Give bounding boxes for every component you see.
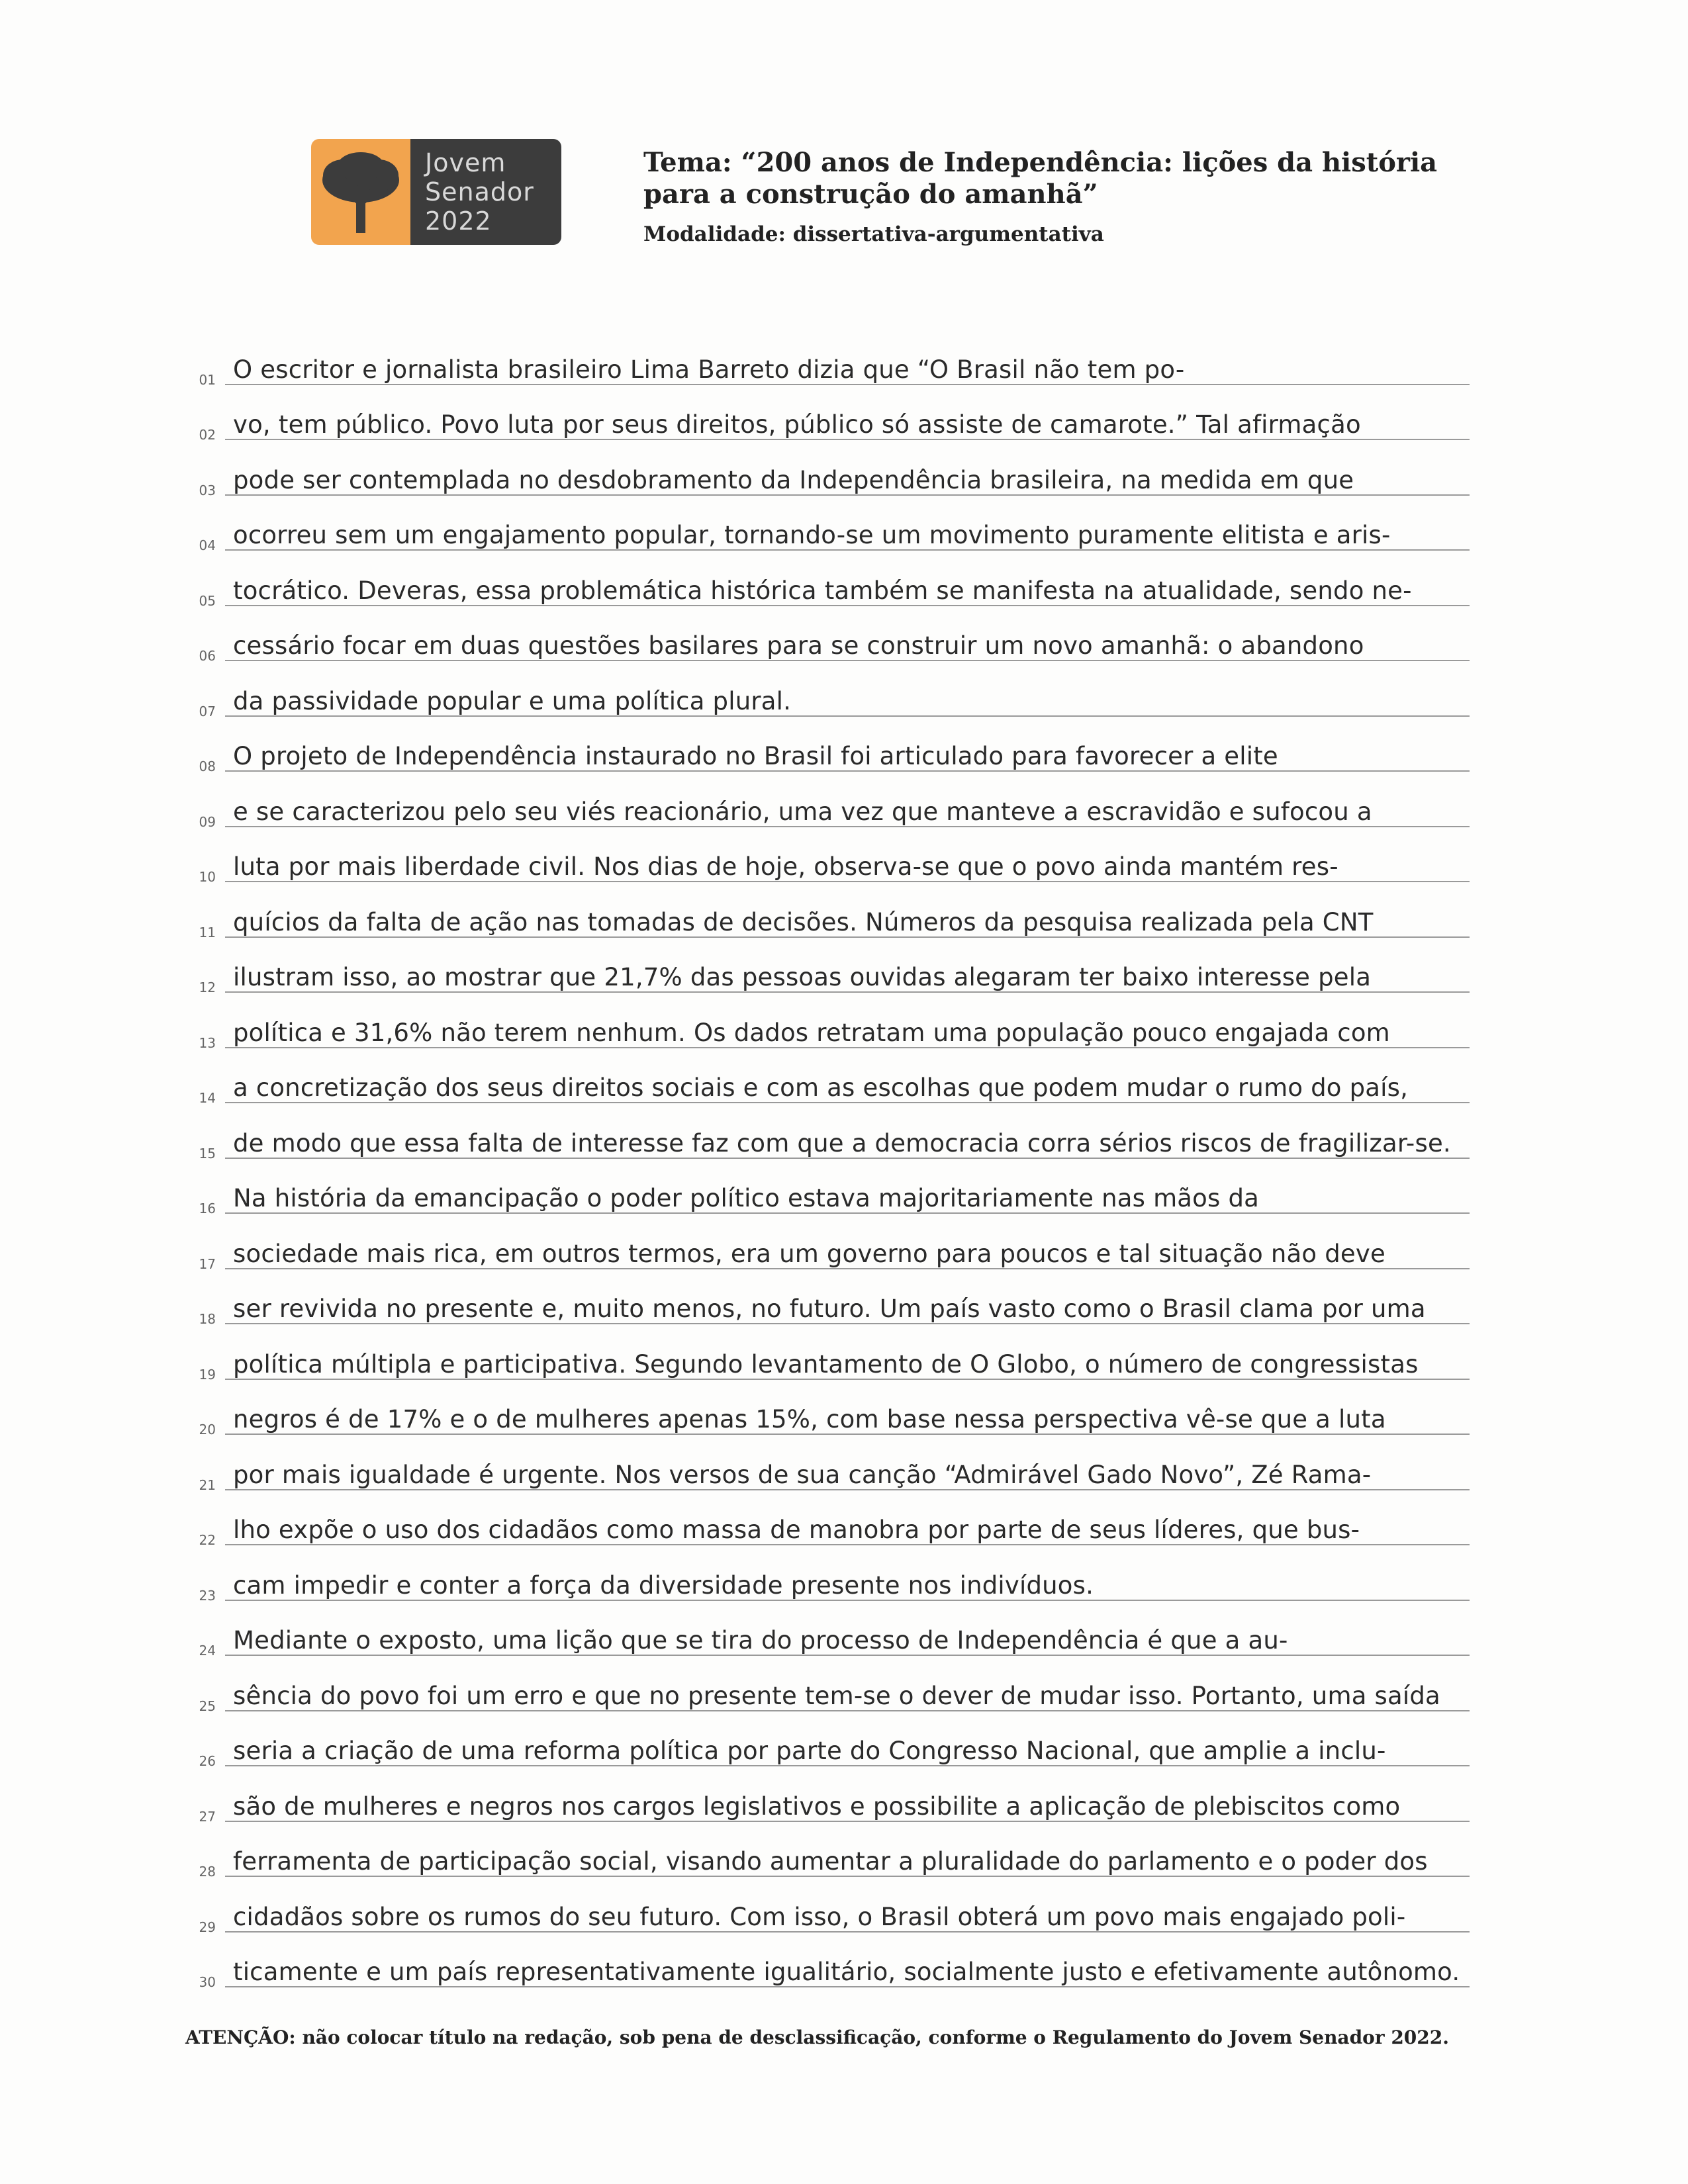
essay-theme bbox=[643, 147, 1471, 210]
line-rule bbox=[225, 881, 1470, 882]
essay-line bbox=[185, 778, 1470, 834]
line-rule bbox=[225, 1765, 1470, 1766]
essay-line bbox=[185, 502, 1470, 558]
line-number: 26 bbox=[199, 1753, 216, 1769]
essay-line bbox=[185, 723, 1470, 779]
logo-year: 2022 bbox=[425, 206, 492, 236]
handwritten-line-text: quícios da falta de ação nas tomadas de decisões. Números da pesquisa realizada pela CNT bbox=[233, 907, 1374, 936]
handwritten-line-text: ilustram isso, ao mostrar que 21,7% das pessoas ouvidas alegaram ter baixo interesse pela bbox=[233, 963, 1372, 991]
handwritten-line-text: ferramenta de participação social, visando aumentar a pluralidade do parlamento e o poder dos bbox=[233, 1847, 1428, 1876]
line-rule bbox=[225, 1212, 1470, 1214]
line-rule bbox=[225, 936, 1470, 938]
line-number: 19 bbox=[199, 1366, 216, 1383]
handwritten-line-text: Mediante o exposto, uma lição que se tira do processo de Independência é que a au- bbox=[233, 1626, 1288, 1655]
line-rule bbox=[225, 1268, 1470, 1269]
line-number: 14 bbox=[199, 1090, 216, 1106]
handwritten-line-text: O projeto de Independência instaurado no Brasil foi articulado para favorecer a elite bbox=[233, 742, 1278, 770]
theme-line-2: para a construção do amanhã” bbox=[643, 179, 1098, 210]
handwritten-line-text: lho expõe o uso dos cidadãos como massa de manobra por parte de seus líderes, que bus- bbox=[233, 1516, 1360, 1544]
handwritten-line-text: são de mulheres e negros nos cargos legislativos e possibilite a aplicação de plebiscitos como bbox=[233, 1792, 1401, 1821]
line-number: 02 bbox=[199, 427, 216, 443]
essay-line bbox=[185, 1497, 1470, 1553]
handwritten-line-text: cam impedir e conter a força da diversidade presente nos indivíduos. bbox=[233, 1570, 1094, 1600]
line-number: 12 bbox=[199, 979, 216, 995]
jovem-senador-logo bbox=[311, 139, 561, 245]
essay-line bbox=[185, 557, 1470, 613]
essay-line bbox=[185, 1331, 1470, 1387]
essay-line bbox=[185, 944, 1470, 1000]
essay-line bbox=[185, 392, 1470, 447]
essay-line bbox=[185, 336, 1470, 392]
line-rule bbox=[225, 1655, 1470, 1656]
handwritten-line-text: cessário focar em duas questões basilares para se construir um novo amanhã: o abandono bbox=[233, 631, 1364, 660]
line-number: 08 bbox=[199, 758, 216, 774]
line-rule bbox=[225, 991, 1470, 993]
essay-line bbox=[185, 1718, 1470, 1774]
essay-line bbox=[185, 1165, 1470, 1221]
line-number: 21 bbox=[199, 1477, 216, 1493]
line-rule bbox=[225, 605, 1470, 606]
essay-line bbox=[185, 1055, 1470, 1111]
line-number: 29 bbox=[199, 1919, 216, 1935]
essay-line bbox=[185, 1441, 1470, 1497]
essay-line bbox=[185, 1110, 1470, 1165]
handwritten-line-text: ticamente e um país representativamente igualitário, socialmente justo e efetivamente autônomo. bbox=[233, 1958, 1460, 1986]
essay-line bbox=[185, 447, 1470, 502]
handwritten-line-text: vo, tem público. Povo luta por seus direitos, público só assiste de camarote.” Tal afirmação bbox=[233, 410, 1361, 439]
line-rule bbox=[225, 1158, 1470, 1159]
line-number: 07 bbox=[199, 703, 216, 719]
line-rule bbox=[225, 494, 1470, 496]
line-number: 25 bbox=[199, 1698, 216, 1714]
logo-word-senador: Senador bbox=[425, 177, 534, 206]
line-number: 16 bbox=[199, 1201, 216, 1216]
line-rule bbox=[225, 1102, 1470, 1103]
handwritten-line-text: sência do povo foi um erro e que no presente tem-se o dever de mudar isso. Portanto, uma saída bbox=[233, 1681, 1440, 1710]
line-rule bbox=[225, 770, 1470, 772]
line-rule bbox=[225, 549, 1470, 551]
line-number: 23 bbox=[199, 1587, 216, 1604]
line-number: 11 bbox=[199, 924, 216, 940]
line-rule bbox=[225, 1876, 1470, 1877]
tree-icon bbox=[311, 139, 410, 245]
line-rule bbox=[225, 1047, 1470, 1048]
line-number: 03 bbox=[199, 482, 216, 498]
line-rule bbox=[225, 1544, 1470, 1545]
line-number: 18 bbox=[199, 1311, 216, 1327]
essay-modality: Modalidade: dissertativa-argumentativa bbox=[643, 222, 1104, 246]
line-number: 24 bbox=[199, 1643, 216, 1659]
essay-line bbox=[185, 1884, 1470, 1939]
line-number: 28 bbox=[199, 1864, 216, 1880]
line-number: 17 bbox=[199, 1255, 216, 1272]
line-number: 09 bbox=[199, 813, 216, 830]
essay-line bbox=[185, 1608, 1470, 1663]
line-number: 22 bbox=[199, 1532, 216, 1548]
handwritten-line-text: negros é de 17% e o de mulheres apenas 15%, com base nessa perspectiva vê-se que a luta bbox=[233, 1405, 1386, 1433]
handwritten-line-text: seria a criação de uma reforma política por parte do Congresso Nacional, que amplie a inclu- bbox=[233, 1737, 1386, 1765]
line-rule bbox=[225, 715, 1470, 717]
handwritten-line-text: por mais igualdade é urgente. Nos versos de sua canção “Admirável Gado Novo”, Zé Rama- bbox=[233, 1460, 1372, 1489]
essay-line bbox=[185, 889, 1470, 944]
line-rule bbox=[225, 439, 1470, 440]
handwritten-line-text: a concretização dos seus direitos sociais e com as escolhas que podem mudar o rumo do país, bbox=[233, 1073, 1409, 1102]
line-rule bbox=[225, 384, 1470, 385]
line-rule bbox=[225, 1323, 1470, 1324]
logo-text-panel bbox=[410, 139, 561, 245]
essay-line bbox=[185, 999, 1470, 1055]
handwritten-line-text: pode ser contemplada no desdobramento da Independência brasileira, na medida em que bbox=[233, 465, 1354, 494]
handwritten-line-text: ser revivida no presente e, muito menos, no futuro. Um país vasto como o Brasil clama por uma bbox=[233, 1295, 1426, 1323]
line-rule bbox=[225, 1379, 1470, 1380]
line-rule bbox=[225, 660, 1470, 661]
line-rule bbox=[225, 1931, 1470, 1933]
essay-line bbox=[185, 1939, 1470, 1995]
line-number: 13 bbox=[199, 1034, 216, 1051]
logo-word-jovem: Jovem bbox=[425, 148, 506, 177]
logo-tree-panel bbox=[311, 139, 410, 245]
handwritten-line-text: e se caracterizou pelo seu viés reacionário, uma vez que manteve a escravidão e sufocou a bbox=[233, 797, 1372, 826]
line-number: 01 bbox=[199, 371, 216, 388]
theme-line-1: Tema: “200 anos de Independência: lições da história bbox=[643, 147, 1438, 178]
handwritten-line-text: da passividade popular e uma política plural. bbox=[233, 686, 792, 715]
essay-lines bbox=[185, 336, 1470, 1994]
essay-line bbox=[185, 1662, 1470, 1718]
essay-line bbox=[185, 834, 1470, 889]
line-number: 27 bbox=[199, 1808, 216, 1825]
line-number: 05 bbox=[199, 592, 216, 609]
line-number: 04 bbox=[199, 537, 216, 553]
footer-warning: ATENÇÃO: não colocar título na redação, sob pena de desclassificação, conforme o Regulamento do Jovem Senador 2022. bbox=[185, 2026, 1450, 2048]
line-rule bbox=[225, 1710, 1470, 1711]
essay-line bbox=[185, 1552, 1470, 1608]
handwritten-line-text: de modo que essa falta de interesse faz com que a democracia corra sérios riscos de fragilizar-se. bbox=[233, 1128, 1451, 1158]
line-rule bbox=[225, 1433, 1470, 1435]
essay-line bbox=[185, 1773, 1470, 1829]
line-rule bbox=[225, 1600, 1470, 1601]
essay-line bbox=[185, 1220, 1470, 1276]
essay-line bbox=[185, 668, 1470, 723]
essay-line bbox=[185, 1387, 1470, 1442]
line-rule bbox=[225, 1986, 1470, 1987]
handwritten-line-text: O escritor e jornalista brasileiro Lima Barreto dizia que “O Brasil não tem po- bbox=[233, 355, 1185, 384]
line-number: 30 bbox=[199, 1974, 216, 1990]
line-number: 20 bbox=[199, 1422, 216, 1437]
handwritten-line-text: política e 31,6% não terem nenhum. Os dados retratam uma população pouco engajada com bbox=[233, 1018, 1390, 1047]
line-rule bbox=[225, 1821, 1470, 1822]
essay-line bbox=[185, 1276, 1470, 1332]
line-number: 15 bbox=[199, 1145, 216, 1161]
essay-line bbox=[185, 1829, 1470, 1884]
handwritten-line-text: ocorreu sem um engajamento popular, tornando-se um movimento puramente elitista e aris- bbox=[233, 521, 1391, 549]
line-number: 06 bbox=[199, 648, 216, 664]
essay-line bbox=[185, 613, 1470, 668]
handwritten-line-text: luta por mais liberdade civil. Nos dias de hoje, observa-se que o povo ainda mantém res- bbox=[233, 852, 1338, 881]
handwritten-line-text: Na história da emancipação o poder político estava majoritariamente nas mãos da bbox=[233, 1184, 1260, 1212]
line-rule bbox=[225, 826, 1470, 827]
line-number: 10 bbox=[199, 869, 216, 885]
handwritten-line-text: sociedade mais rica, em outros termos, era um governo para poucos e tal situação não deve bbox=[233, 1239, 1385, 1268]
handwritten-line-text: tocrático. Deveras, essa problemática histórica também se manifesta na atualidade, sendo ne- bbox=[233, 576, 1412, 605]
handwritten-line-text: cidadãos sobre os rumos do seu futuro. Com isso, o Brasil obterá um povo mais engajado poli- bbox=[233, 1902, 1406, 1931]
line-rule bbox=[225, 1489, 1470, 1490]
handwritten-line-text: política múltipla e participativa. Segundo levantamento de O Globo, o número de congressistas bbox=[233, 1349, 1419, 1379]
